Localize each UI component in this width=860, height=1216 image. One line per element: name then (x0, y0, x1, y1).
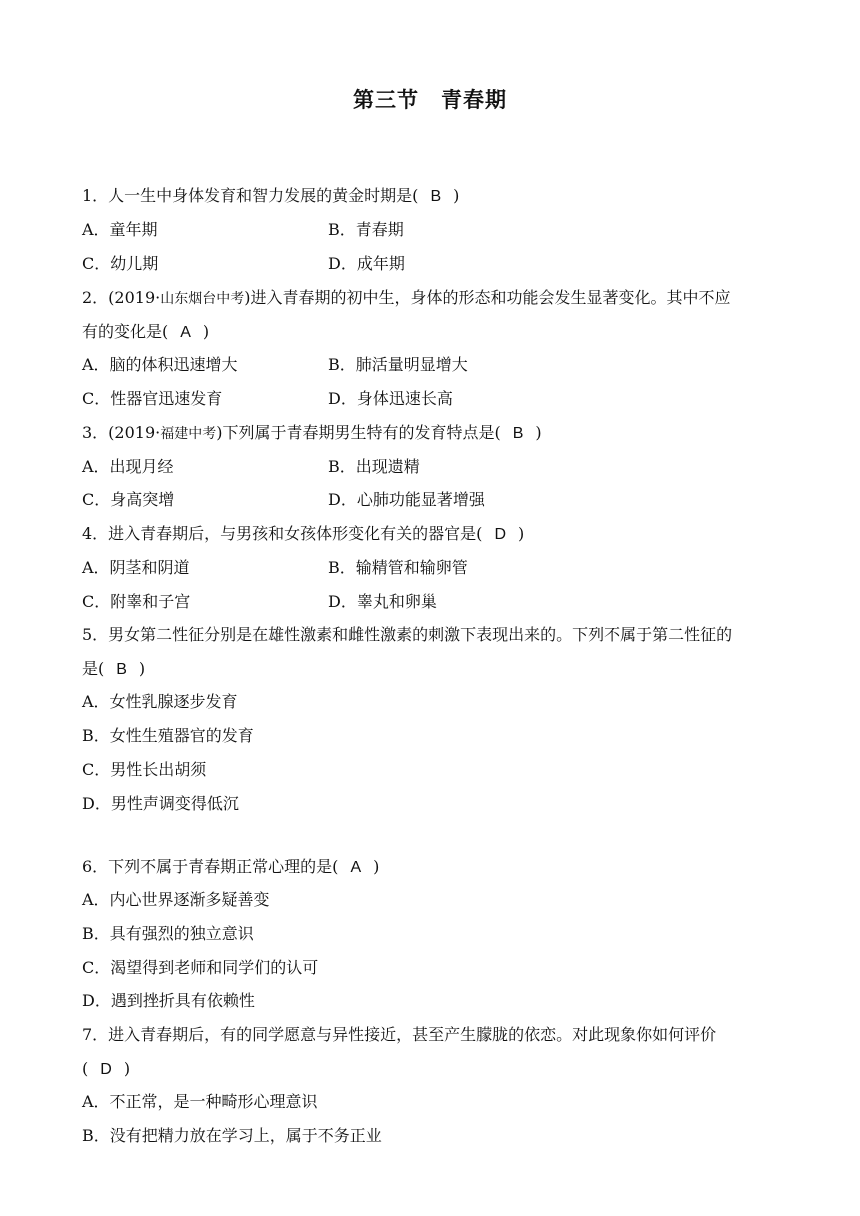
option: D．成年期 (328, 254, 405, 273)
option: B．青春期 (328, 220, 404, 239)
answer: D (494, 526, 506, 543)
option: C．附睾和子宫 (82, 592, 191, 611)
option: B．女性生殖器官的发育 (82, 726, 254, 745)
answer: B (512, 425, 524, 442)
option: C．男性长出胡须 (82, 760, 207, 779)
option: D．身体迅速长高 (328, 389, 453, 408)
option: C．性器官迅速发育 (82, 389, 223, 408)
answer: D (100, 1061, 112, 1078)
option: A．出现月经 (82, 457, 174, 476)
option: D．睾丸和卵巢 (328, 592, 437, 611)
question-2-stem-cont: 有的变化是( A ) (82, 322, 210, 341)
answer: B (116, 661, 127, 678)
option: C．身高突增 (82, 490, 175, 509)
option: D．遇到挫折具有依赖性 (82, 991, 255, 1010)
option: C．渴望得到老师和同学们的认可 (82, 958, 319, 977)
question-5-stem-cont: 是( B ) (82, 659, 146, 678)
option: A．脑的体积迅速增大 (82, 355, 238, 374)
option: B．没有把精力放在学习上，属于不务正业 (82, 1126, 382, 1145)
answer: A (180, 324, 191, 341)
question-6-stem: 6．下列不属于青春期正常心理的是( A ) (82, 857, 380, 876)
option: A．不正常，是一种畸形心理意识 (82, 1092, 318, 1111)
option: A．童年期 (82, 220, 158, 239)
option: B．具有强烈的独立意识 (82, 924, 254, 943)
option: B．出现遗精 (328, 457, 420, 476)
option: B．输精管和输卵管 (328, 558, 468, 577)
question-2-stem: 2．(2019·山东烟台中考)进入青春期的初中生，身体的形态和功能会发生显著变化。其中不应 (82, 288, 731, 307)
option: B．肺活量明显增大 (328, 355, 468, 374)
option: D．心肺功能显著增强 (328, 490, 485, 509)
option: A．女性乳腺逐步发育 (82, 692, 238, 711)
option: A．阴茎和阴道 (82, 558, 190, 577)
question-3-stem: 3．(2019·福建中考)下列属于青春期男生特有的发育特点是( B ) (82, 423, 542, 442)
source-tag: 山东烟台中考 (160, 291, 245, 307)
source-tag: 福建中考 (160, 426, 217, 442)
question-1-stem: 1．人一生中身体发育和智力发展的黄金时期是( B ) (82, 186, 460, 205)
page-title (0, 84, 860, 114)
question-5-stem: 5．男女第二性征分别是在雄性激素和雌性激素的刺激下表现出来的。下列不属于第二性征的 (82, 625, 733, 644)
option: D．男性声调变得低沉 (82, 794, 239, 813)
question-7-stem: 7．进入青春期后，有的同学愿意与异性接近，甚至产生朦胧的依恋。对此现象你如何评价 (82, 1025, 717, 1044)
option: C．幼儿期 (82, 254, 159, 273)
section-name: 青春期 (441, 88, 507, 112)
question-4-stem: 4．进入青春期后，与男孩和女孩体形变化有关的器官是( D ) (82, 524, 525, 543)
question-7-stem-cont: ( D ) (82, 1059, 131, 1078)
section-number: 第三节 (353, 88, 419, 112)
answer: B (430, 188, 442, 205)
option: A．内心世界逐渐多疑善变 (82, 890, 270, 909)
answer: A (350, 859, 362, 876)
